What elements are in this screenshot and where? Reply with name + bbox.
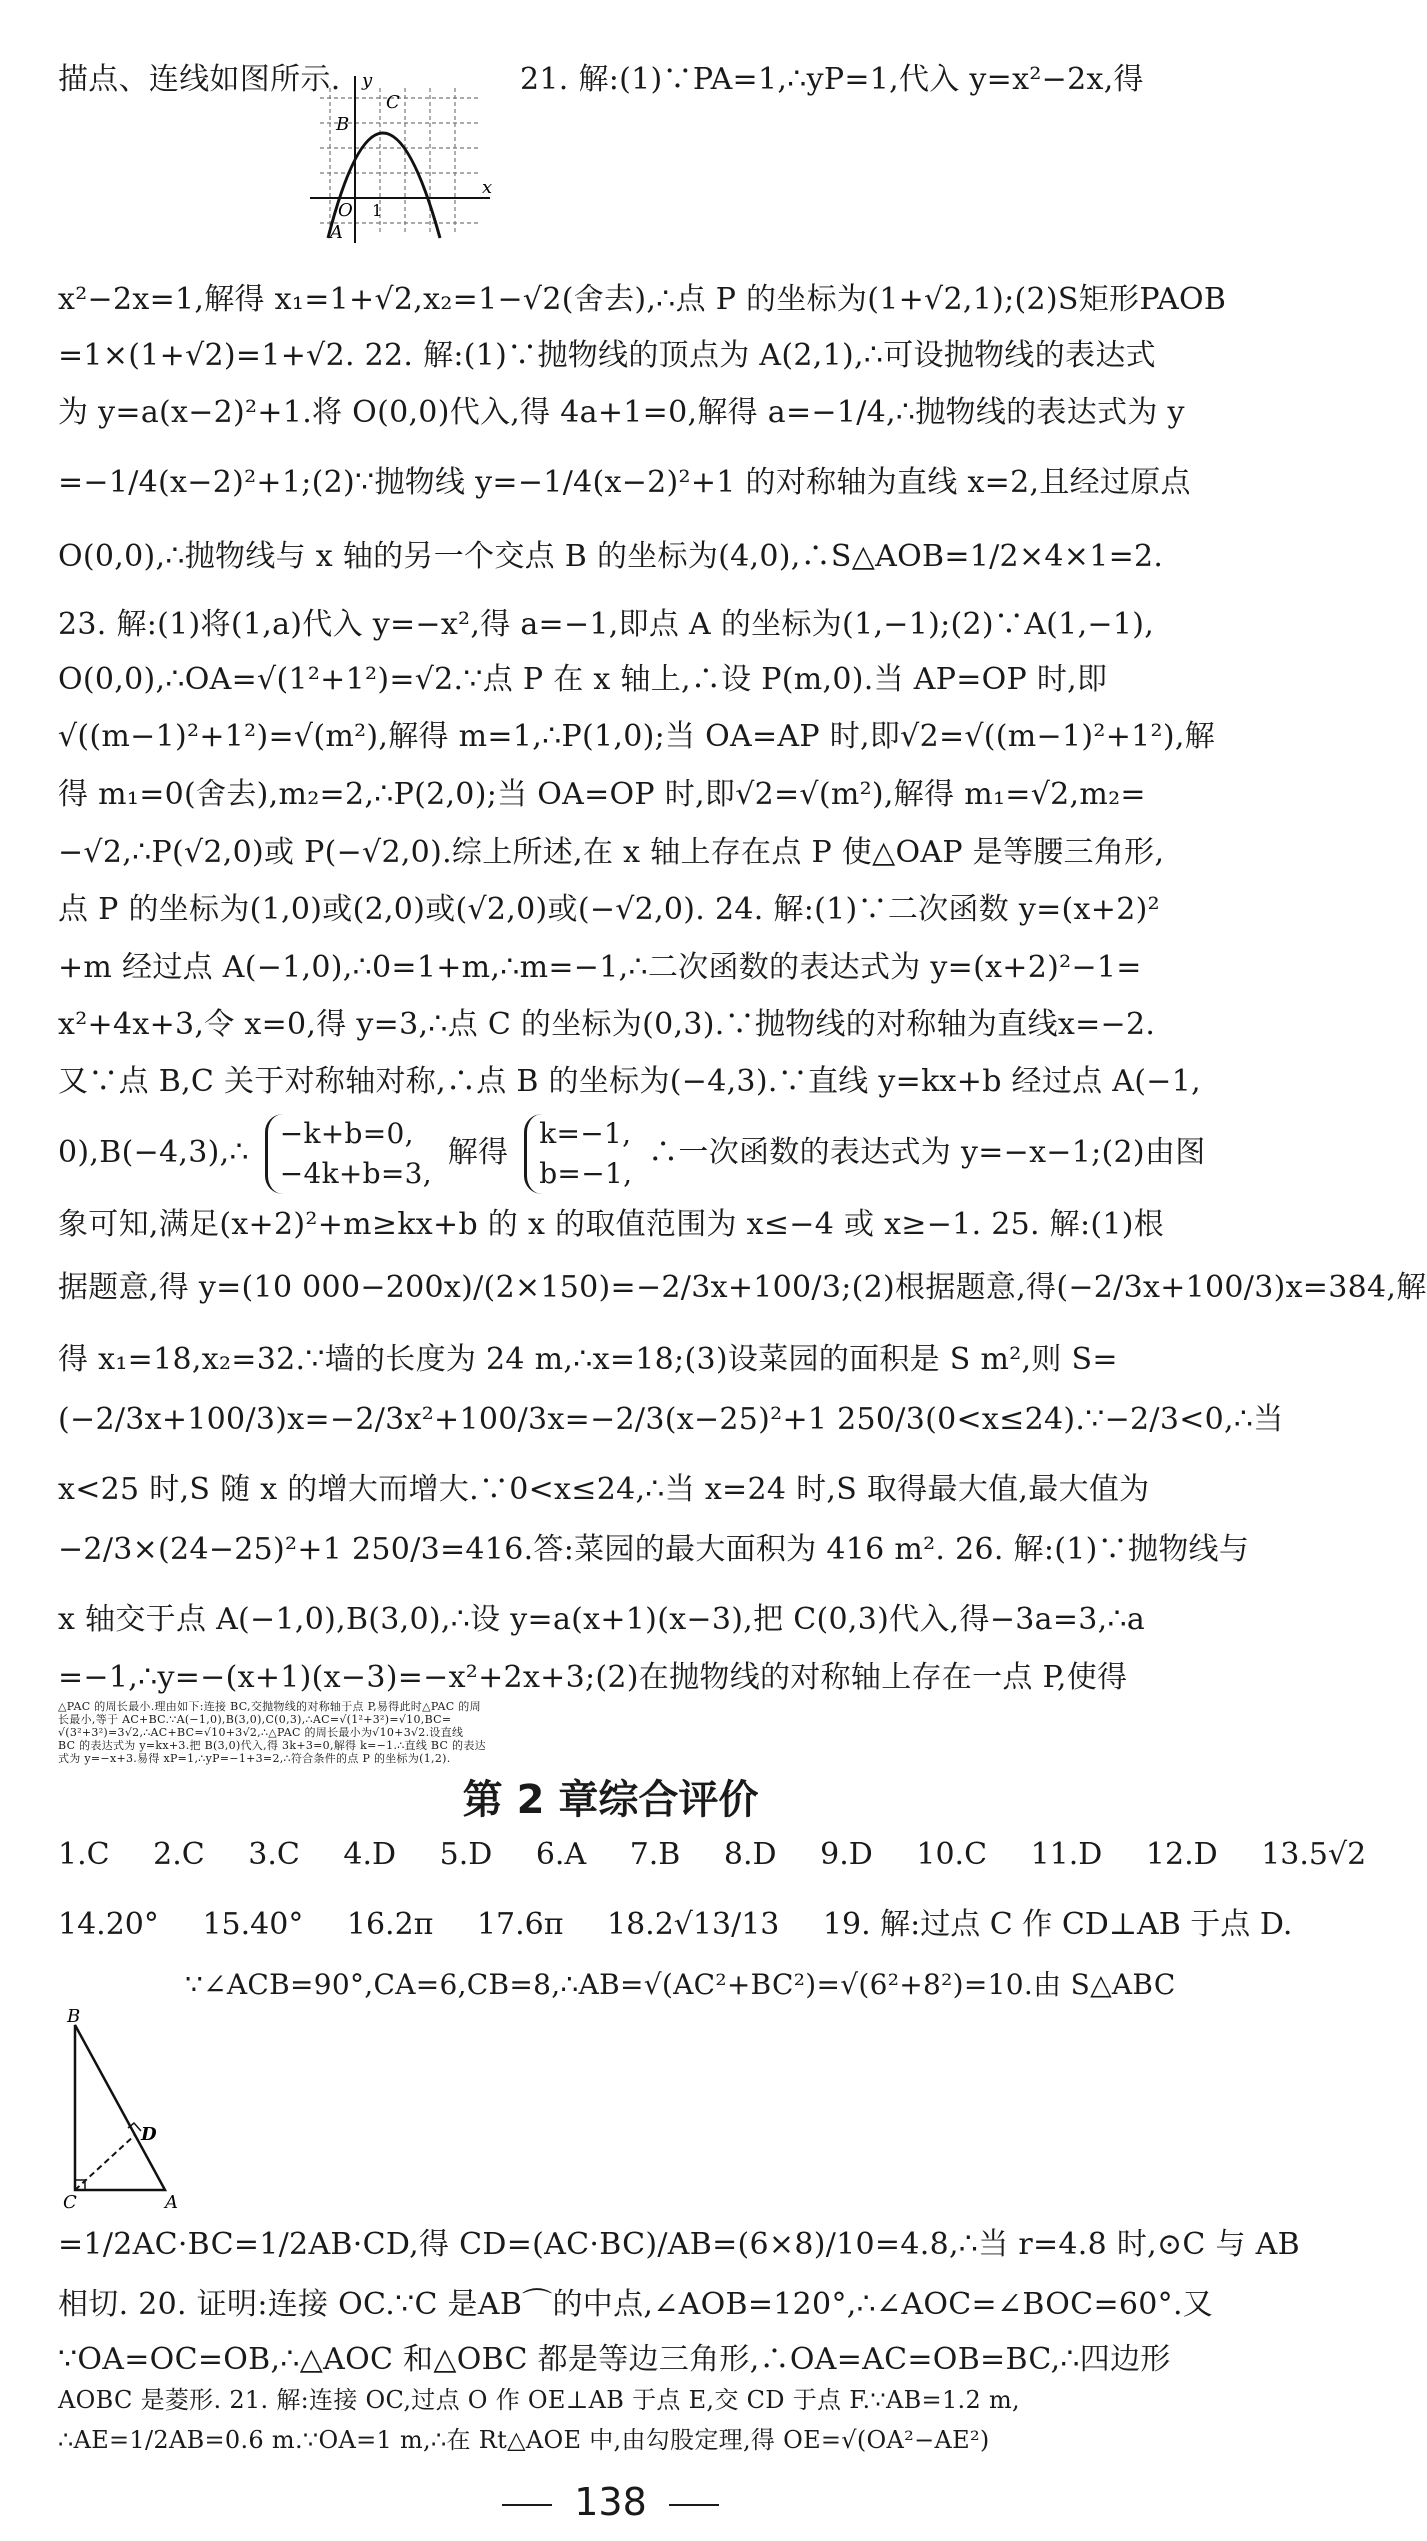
text-line: △PAC 的周长最小.理由如下:连接 BC,交抛物线的对称轴于点 P,易得此时△PAC 的周	[58, 1700, 481, 1713]
text-line: 得 x₁=18,x₂=32.∵墙的长度为 24 m,∴x=18;(3)设菜园的面积是 S m²,则 S=	[58, 1342, 1118, 1377]
text-line: ∵OA=OC=OB,∴△AOC 和△OBC 都是等边三角形,∴OA=AC=OB=BC,∴四边形	[58, 2342, 1171, 2377]
text-line: x²+4x+3,令 x=0,得 y=3,∴点 C 的坐标为(0,3).∵抛物线的对称轴为直线x=−2.	[58, 1007, 1156, 1042]
answer-item: 16.2π	[346, 1907, 434, 1942]
system-suffix: ∴一次函数的表达式为 y=−x−1;(2)由图	[648, 1135, 1206, 1170]
text-line: 为 y=a(x−2)²+1.将 O(0,0)代入,得 4a+1=0,解得 a=−1/4,∴抛物线的表达式为 y	[58, 395, 1185, 430]
equation-system-line	[58, 1108, 1206, 1198]
answer-item: 9.D	[820, 1837, 873, 1872]
graph-b-label: B	[336, 114, 350, 135]
answer-item: 10.C	[916, 1837, 988, 1872]
answer-item: 14.20°	[58, 1907, 159, 1942]
answers-row-2	[58, 1905, 1292, 1945]
text-line: x<25 时,S 随 x 的增大而增大.∵0<x≤24,∴当 x=24 时,S 取得最大值,最大值为	[58, 1472, 1150, 1507]
answers-row-1	[58, 1835, 1400, 1875]
text-line: AOBC 是菱形. 21. 解:连接 OC,过点 O 作 OE⊥AB 于点 E,交 CD 于点 F.∵AB=1.2 m,	[58, 2386, 1020, 2414]
text-line: (−2/3x+100/3)x=−2/3x²+100/3x=−2/3(x−25)²+1 250/3(0<x≤24).∵−2/3<0,∴当	[58, 1402, 1284, 1437]
graph-x-label: x	[482, 177, 493, 198]
text-line: 长最小,等于 AC+BC.∵A(−1,0),B(3,0),C(0,3),∴AC=√(1²+3²)=√10,BC=	[58, 1713, 452, 1726]
answer-item: 11.D	[1030, 1837, 1103, 1872]
text-line: 得 m₁=0(舍去),m₂=2,∴P(2,0);当 OA=OP 时,即√2=√(m²),解得 m₁=√2,m₂=	[58, 777, 1146, 812]
answer-item: 12.D	[1145, 1837, 1218, 1872]
system-2-eq-1: k=−1,	[539, 1117, 632, 1150]
answer-item: 4.D	[343, 1837, 397, 1872]
answer-item: 7.B	[629, 1837, 681, 1872]
text-line: 相切. 20. 证明:连接 OC.∵C 是AB⌒的中点,∠AOB=120°,∴∠AOC=∠BOC=60°.又	[58, 2287, 1214, 2322]
text-line: √((m−1)²+1²)=√(m²),解得 m=1,∴P(1,0);当 OA=AP 时,即√2=√((m−1)²+1²),解	[58, 719, 1216, 754]
right-triangle-figure	[55, 2006, 185, 2213]
answer-item: 3.C	[248, 1837, 300, 1872]
text-line: 据题意,得 y=(10 000−200x)/(2×150)=−2/3x+100/3;(2)根据题意,得(−2/3x+100/3)x=384,解	[58, 1270, 1427, 1305]
text-line: =1/2AC·BC=1/2AB·CD,得 CD=(AC·BC)/AB=(6×8)/10=4.8,∴当 r=4.8 时,⊙C 与 AB	[58, 2227, 1300, 2262]
equation-system-1	[265, 1114, 432, 1194]
answer-item: 1.C	[58, 1837, 110, 1872]
answer-item: 5.D	[439, 1837, 493, 1872]
system-2-eq-2: b=−1,	[539, 1157, 633, 1190]
triangle-a-label: A	[165, 2192, 178, 2213]
graph-c-label: C	[386, 92, 400, 113]
text-line: =−1/4(x−2)²+1;(2)∵抛物线 y=−1/4(x−2)²+1 的对称轴为直线 x=2,且经过原点	[58, 465, 1191, 500]
page-number-text: 138	[574, 2480, 647, 2524]
triangle-d-label: D	[141, 2124, 157, 2145]
graph-y-label: y	[362, 70, 373, 91]
text-line: 点 P 的坐标为(1,0)或(2,0)或(√2,0)或(−√2,0). 24. 解:(1)∵二次函数 y=(x+2)²	[58, 892, 1160, 927]
answer-item: 8.D	[723, 1837, 777, 1872]
text-line: 又∵点 B,C 关于对称轴对称,∴点 B 的坐标为(−4,3).∵直线 y=kx+b 经过点 A(−1,	[58, 1064, 1201, 1099]
text-line: =−1,∴y=−(x+1)(x−3)=−x²+2x+3;(2)在抛物线的对称轴上存在一点 P,使得	[58, 1660, 1128, 1695]
answer-item: 13.5√2	[1261, 1837, 1367, 1872]
text-line: −2/3×(24−25)²+1 250/3=416.答:菜园的最大面积为 416 m². 26. 解:(1)∵抛物线与	[58, 1532, 1250, 1567]
q19-heading: 19. 解:过点 C 作 CD⊥AB 于点 D.	[822, 1907, 1293, 1942]
text-line: BC 的表达式为 y=kx+3.把 B(3,0)代入,得 3k+3=0,解得 k=−1.∴直线 BC 的表达	[58, 1739, 486, 1752]
text-line: −√2,∴P(√2,0)或 P(−√2,0).综上所述,在 x 轴上存在点 P 使△OAP 是等腰三角形,	[58, 835, 1165, 870]
text-line: 23. 解:(1)将(1,a)代入 y=−x²,得 a=−1,即点 A 的坐标为(1,−1);(2)∵A(1,−1),	[58, 607, 1155, 642]
page-number-dash-left	[502, 2504, 552, 2506]
text-line: 象可知,满足(x+2)²+m≥kx+b 的 x 的取值范围为 x≤−4 或 x≥−1. 25. 解:(1)根	[58, 1207, 1165, 1242]
section-title: 第 2 章综合评价	[462, 1777, 759, 1823]
answer-item: 6.A	[535, 1837, 587, 1872]
triangle-b-label: B	[67, 2006, 81, 2027]
answer-item: 15.40°	[202, 1907, 304, 1942]
text-line: x²−2x=1,解得 x₁=1+√2,x₂=1−√2(舍去),∴点 P 的坐标为(1+√2,1);(2)S矩形PAOB	[58, 282, 1227, 317]
text-line: O(0,0),∴OA=√(1²+1²)=√2.∵点 P 在 x 轴上,∴设 P(m,0).当 AP=OP 时,即	[58, 662, 1108, 697]
text-line: =1×(1+√2)=1+√2. 22. 解:(1)∵抛物线的顶点为 A(2,1),∴可设抛物线的表达式	[58, 338, 1156, 373]
text-line: ∴AE=1/2AB=0.6 m.∵OA=1 m,∴在 Rt△AOE 中,由勾股定理,得 OE=√(OA²−AE²)	[58, 2426, 990, 2454]
text-line: x 轴交于点 A(−1,0),B(3,0),∴设 y=a(x+1)(x−3),把 C(0,3)代入,得−3a=3,∴a	[58, 1602, 1146, 1637]
page-number-dash-right	[669, 2504, 719, 2506]
system-1-eq-2: −4k+b=3,	[279, 1157, 432, 1190]
system-1-eq-1: −k+b=0,	[279, 1117, 414, 1150]
system-prefix: 0),B(−4,3),∴	[58, 1135, 249, 1170]
text-line: O(0,0),∴抛物线与 x 轴的另一个交点 B 的坐标为(4,0),∴S△AOB=1/2×4×1=2.	[58, 539, 1164, 574]
text-line: √(3²+3²)=3√2,∴AC+BC=√10+3√2,∴△PAC 的周长最小为√10+3√2.设直线	[58, 1726, 464, 1739]
text-line: 21. 解:(1)∵PA=1,∴yP=1,代入 y=x²−2x,得	[520, 62, 1144, 97]
graph-one-label: 1	[372, 201, 383, 220]
answer-item: 18.2√13/13	[607, 1907, 780, 1942]
answer-item: 2.C	[153, 1837, 205, 1872]
triangle-c-label: C	[63, 2192, 77, 2213]
text-line: ∵∠ACB=90°,CA=6,CB=8,∴AB=√(AC²+BC²)=√(6²+8²)=10.由 S△ABC	[185, 1968, 1176, 2001]
equation-system-2	[524, 1114, 632, 1194]
answer-item: 17.6π	[476, 1907, 564, 1942]
page-number	[0, 2480, 1221, 2524]
graph-o-label: O	[338, 200, 353, 221]
text-line: 式为 y=−x+3.易得 xP=1,∴yP=−1+3=2,∴符合条件的点 P 的坐标为(1,2).	[58, 1752, 451, 1765]
text-line: +m 经过点 A(−1,0),∴0=1+m,∴m=−1,∴二次函数的表达式为 y=(x+2)²−1=	[58, 950, 1142, 985]
system-mid: 解得	[447, 1135, 509, 1170]
text-line: 描点、连线如图所示.	[58, 62, 341, 97]
graph-a-label: A	[330, 222, 343, 243]
